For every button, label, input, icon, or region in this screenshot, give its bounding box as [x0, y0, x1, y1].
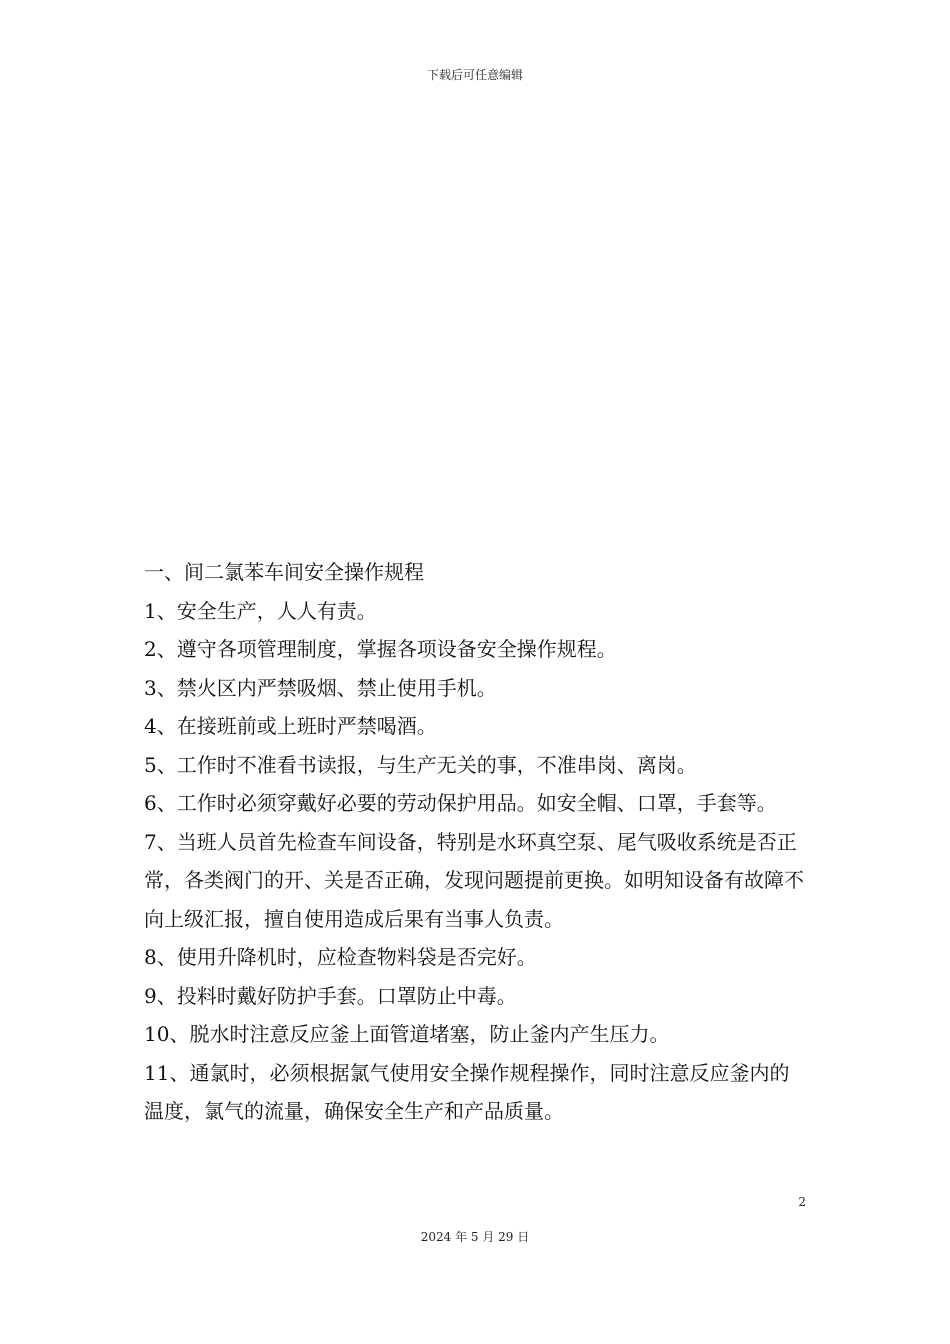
- rule-item-11: 11、通氯时，必须根据氯气使用安全操作规程操作，同时注意反应釜内的温度，氯气的流量，确保安全生产和产品质量。: [144, 1060, 790, 1123]
- rule-item-8: 8、使用升降机时，应检查物料袋是否完好。: [144, 945, 537, 969]
- page-header: 下载后可任意编辑: [426, 68, 523, 82]
- rule-item-6: 6、工作时必须穿戴好必要的劳动保护用品。如安全帽、口罩，手套等。: [144, 791, 777, 815]
- rule-item-10: 10、脱水时注意反应釜上面管道堵塞，防止釜内产生压力。: [144, 1022, 670, 1046]
- rule-item-7: 7、当班人员首先检查车间设备，特别是水环真空泵、尾气吸收系统是否正常，各类阀门的开、关是否正确，发现问题提前更换。如明知设备有故障不向上级汇报，擅自使用造成后果有当事人负责。: [144, 829, 804, 931]
- document-body: [144, 553, 808, 1131]
- rule-item-2: 2、遵守各项管理制度，掌握各项设备安全操作规程。: [144, 637, 617, 661]
- rule-item-5: 5、工作时不准看书读报，与生产无关的事，不准串岗、离岗。: [144, 752, 697, 777]
- rule-item-3: 3、禁火区内严禁吸烟、禁止使用手机。: [144, 675, 497, 700]
- rule-item-4: 4、在接班前或上班时严禁喝酒。: [144, 714, 437, 738]
- page-number: 2: [798, 1195, 806, 1209]
- rule-item-9: 9、投料时戴好防护手套。口罩防止中毒。: [144, 983, 517, 1008]
- page-footer-date: 2024 年 5 月 29 日: [420, 1230, 530, 1244]
- section-title: 一、间二氯苯车间安全操作规程: [144, 560, 424, 584]
- rule-item-1: 1、安全生产，人人有责。: [144, 598, 377, 623]
